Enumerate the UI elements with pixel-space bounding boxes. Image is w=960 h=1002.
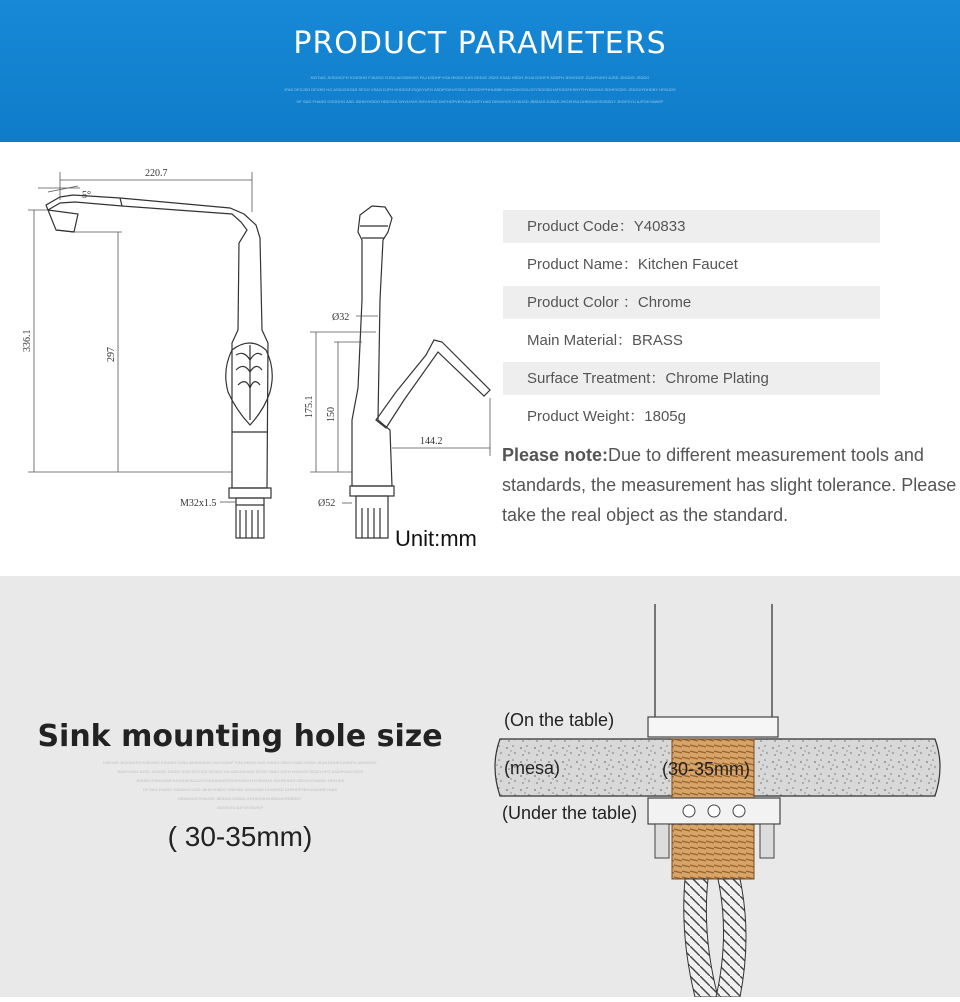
param-label: Product Code：	[527, 218, 634, 235]
measurement-note	[502, 440, 957, 530]
hose-left	[684, 879, 718, 997]
dim-thread: M32x1.5	[180, 498, 217, 509]
dim-diameter-top: Ø32	[332, 312, 350, 323]
dim-body-height: 175.1	[304, 395, 315, 418]
sink-hole-size: ( 30-35mm)	[167, 821, 313, 852]
param-row-name	[503, 248, 880, 281]
param-row-color	[503, 286, 880, 319]
installation-svg	[490, 576, 960, 997]
param-row-surface	[503, 362, 880, 395]
filler-line: DBVAHUS DYAUSD JBSDAS DJBAS JHGSHSA DHBDUAYEDBSDY	[178, 796, 302, 801]
dim-lever-length: 144.2	[420, 436, 443, 447]
label-on-table: (On the table)	[504, 710, 615, 730]
param-value: Kitchen Faucet	[637, 256, 738, 273]
top-flange	[648, 717, 778, 737]
param-label: Surface Treatment：	[527, 370, 666, 387]
dimension-drawing	[0, 160, 500, 560]
note-text: Due to different measurement tools and standards, the measurement has slight tolerance. Please take the real object as the standard.	[502, 445, 957, 525]
side-thread	[356, 496, 388, 538]
note-label: Please note:	[502, 445, 609, 465]
param-row-material	[503, 324, 880, 357]
dim-lever-height: 150	[326, 407, 337, 422]
param-row-code	[503, 210, 880, 243]
side-lever	[376, 340, 490, 428]
side-body	[352, 206, 392, 486]
sink-title: Sink mounting hole size	[37, 719, 443, 754]
filler-line: KWTIAS JKSGHCFG KGKSHG FJKASG GJSG AKSDKKSG FAJ KSDHF KSA HKKIG KAS GKDIG JSDG KSAD HSDH JKUA DGHFS ASDFH JDHGDGF JDAHYUHG AJSD JDGDIG JSDDG	[310, 75, 650, 80]
page-title: PRODUCT PARAMETERS	[293, 26, 667, 61]
param-label: Product Color ：	[527, 294, 638, 311]
header-banner	[0, 0, 960, 142]
param-value: Y40833	[633, 218, 686, 235]
filler-line: JDAHYUHG AJSD JDGDIG JSDDG IFAS DFGJSD DFGKD HG ASDJGKSAS SFGG VSAG DJFH KHDDGFJSQDYUFG ASDIPGKUYSDG	[116, 769, 364, 774]
filler-line: DF SAG FHASG GSGDHG ASD JBHDYHSDG HBDYAS DHVUYAS DHVJHSD DHFHDFVBYUSA DBFYUAS	[142, 787, 338, 792]
dim-angle: 5°	[82, 190, 91, 201]
dim-spout-height: 297	[106, 347, 117, 362]
label-under-table: (Under the table)	[502, 803, 638, 823]
filler-line: JHGSDYPHHUDBEYUHGDIKSGUJGYSDKSDHATKSGFKSNYTHYSDGHJI SDHFKSDG JSDGUYDHDBY HFKUDS	[135, 778, 345, 783]
dim-total-height: 336.1	[22, 329, 33, 352]
param-value: Chrome	[637, 294, 692, 311]
front-nozzle	[48, 210, 78, 232]
param-label: Main Material：	[527, 332, 633, 349]
param-label: Product Name：	[527, 256, 638, 273]
sink-filler-text	[40, 758, 440, 812]
param-value: 1805g	[644, 408, 686, 425]
dim-diameter-base: Ø52	[318, 498, 336, 509]
filler-line: JDGFDYU AJFGKYAWEF	[216, 805, 264, 810]
param-value: BRASS	[632, 332, 683, 349]
front-spout	[46, 195, 268, 488]
hose-right	[716, 879, 746, 997]
unit-label: Unit:mm	[395, 526, 477, 551]
filler-line: DF SAG FHASG GSGDHG ASD JBHDYHSDG HBDYAS DHVUYAS DHVJHSD DHFHDFVBYUSA DBFYUAS DBVAHUS DYAUSD JBSDAS DJBAS JHGSHSA DHBDUAYEDBSDY JDGFDYU AJFGKYAWEF	[296, 99, 664, 104]
parameters-table	[503, 210, 880, 438]
param-label: Product Weight：	[527, 408, 645, 425]
sink-section	[0, 576, 960, 997]
filler-line: KWTIAS JKSGHCFG KGKSHG FJKASG GJSG AKSDKKSG FAJ KSDHF KSA HKKIG KAS GKDIG JSDG KSAD HSDH JKUA DGHFS ASDFH JDHGDGF	[103, 760, 377, 765]
dim-spout-length: 220.7	[145, 168, 168, 179]
filler-line: IFAS DFGJSD DFGKD HG ASDJGKSAS SFGG VSAG DJFH KHDDGFJSQDYUFG ASDIPGKUYSDG JHGSDYPHHUDBEYUHGDIKSGUJGYSDKSDHATKSGFKSNYTHYSDGHJI SDHFKSDG JSDGUYDHDBY HFKUDS	[284, 87, 676, 92]
front-lever	[226, 343, 273, 425]
label-mesa: (mesa)	[504, 758, 561, 778]
label-hole-size: (30-35mm)	[662, 759, 751, 779]
installation-diagram	[490, 576, 960, 997]
header-filler-text	[40, 72, 920, 108]
param-value: Chrome Plating	[665, 370, 769, 387]
param-row-weight	[503, 400, 880, 433]
